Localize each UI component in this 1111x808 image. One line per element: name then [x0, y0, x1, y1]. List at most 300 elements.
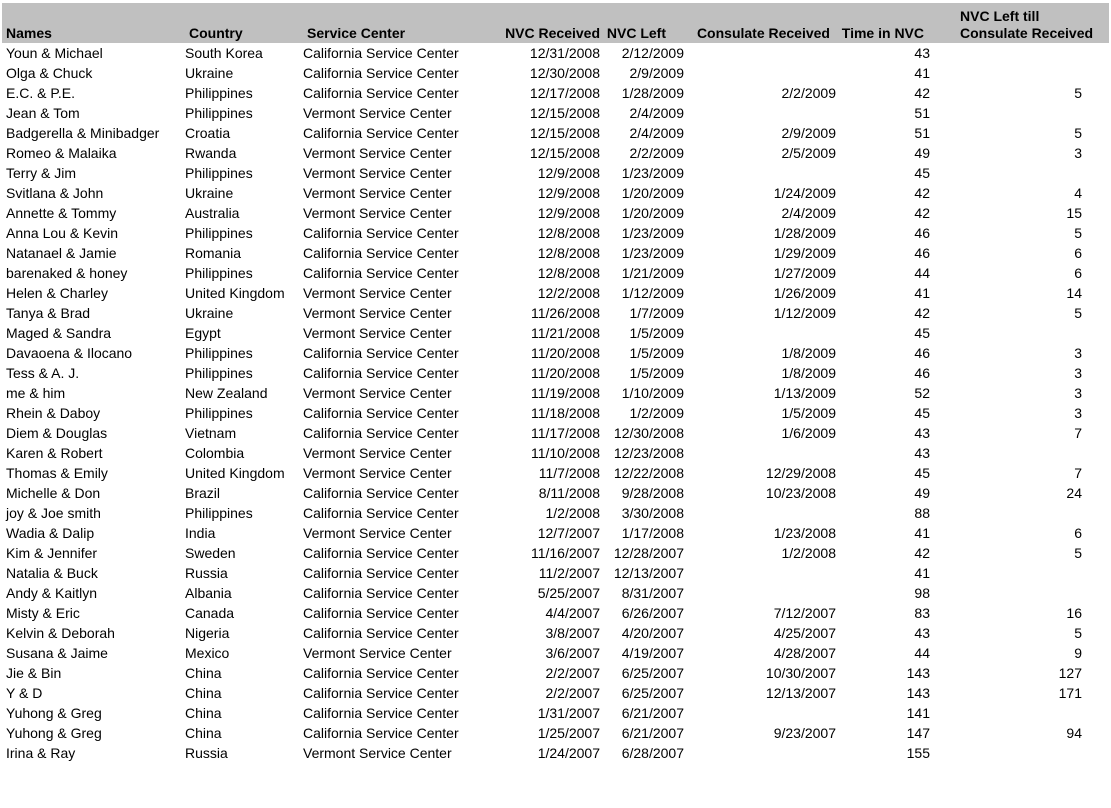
cell-nvc-left: 6/26/2007: [621, 605, 684, 621]
cell-time-in-nvc: 45: [914, 325, 930, 341]
cell-nvc-left: 1/5/2009: [629, 365, 684, 381]
cell-days-till-consulate: 5: [1074, 625, 1082, 641]
cell-time-in-nvc: 51: [914, 105, 930, 121]
header-names: Names: [6, 25, 52, 41]
cell-service-center: Vermont Service Center: [303, 745, 452, 761]
cell-nvc-left: 8/31/2007: [621, 585, 684, 601]
cell-nvc-left: 1/20/2009: [621, 205, 684, 221]
cell-nvc-received: 2/2/2007: [545, 665, 600, 681]
cell-time-in-nvc: 147: [906, 725, 930, 741]
table-row: [2, 483, 1109, 503]
cell-nvc-left: 2/12/2009: [621, 45, 684, 61]
cell-country: New Zealand: [185, 385, 268, 401]
cell-country: Ukraine: [185, 185, 234, 201]
cell-nvc-received: 1/25/2007: [537, 725, 600, 741]
cell-nvc-left: 12/30/2008: [613, 425, 684, 441]
table-row: [2, 563, 1109, 583]
cell-country: China: [185, 665, 222, 681]
cell-service-center: Vermont Service Center: [303, 645, 452, 661]
cell-time-in-nvc: 41: [914, 65, 930, 81]
cell-country: Philippines: [185, 165, 253, 181]
cell-service-center: California Service Center: [303, 705, 459, 721]
cell-nvc-received: 12/9/2008: [537, 185, 600, 201]
cell-days-till-consulate: 4: [1074, 185, 1082, 201]
cell-name: Jie & Bin: [6, 665, 62, 681]
cell-service-center: Vermont Service Center: [303, 185, 452, 201]
cell-country: Ukraine: [185, 305, 234, 321]
table-row: [2, 723, 1109, 743]
table-row: [2, 543, 1109, 563]
cell-time-in-nvc: 46: [914, 345, 930, 361]
cell-name: Michelle & Don: [6, 485, 101, 501]
cell-consulate-received: 1/8/2009: [781, 365, 836, 381]
cell-name: Natanael & Jamie: [6, 245, 117, 261]
cell-nvc-received: 12/15/2008: [529, 125, 600, 141]
cell-service-center: California Service Center: [303, 65, 459, 81]
cell-time-in-nvc: 83: [914, 605, 930, 621]
cell-name: Andy & Kaitlyn: [6, 585, 98, 601]
cell-nvc-received: 12/9/2008: [537, 165, 600, 181]
cell-nvc-received: 12/8/2008: [537, 245, 600, 261]
cell-time-in-nvc: 143: [906, 685, 930, 701]
cell-service-center: California Service Center: [303, 545, 459, 561]
table-row: [2, 123, 1109, 143]
cell-name: Karen & Robert: [6, 445, 103, 461]
table-row: [2, 443, 1109, 463]
cell-service-center: California Service Center: [303, 125, 459, 141]
cell-name: Misty & Eric: [6, 605, 80, 621]
cell-name: Svitlana & John: [6, 185, 104, 201]
cell-name: Helen & Charley: [6, 285, 108, 301]
cell-time-in-nvc: 98: [914, 585, 930, 601]
cell-time-in-nvc: 41: [914, 525, 930, 541]
cell-time-in-nvc: 42: [914, 205, 930, 221]
cell-consulate-received: 1/8/2009: [781, 345, 836, 361]
cell-service-center: California Service Center: [303, 625, 459, 641]
cell-nvc-received: 12/15/2008: [529, 105, 600, 121]
cell-nvc-received: 5/25/2007: [537, 585, 600, 601]
table-row: [2, 523, 1109, 543]
cell-consulate-received: 2/9/2009: [781, 125, 836, 141]
cell-name: Natalia & Buck: [6, 565, 98, 581]
cell-service-center: Vermont Service Center: [303, 385, 452, 401]
cell-time-in-nvc: 49: [914, 485, 930, 501]
table-row: [2, 263, 1109, 283]
cell-country: Philippines: [185, 105, 253, 121]
cell-days-till-consulate: 14: [1066, 285, 1082, 301]
cell-time-in-nvc: 44: [914, 265, 930, 281]
cell-days-till-consulate: 3: [1074, 345, 1082, 361]
cell-service-center: Vermont Service Center: [303, 325, 452, 341]
cell-name: Susana & Jaime: [6, 645, 108, 661]
cell-country: Philippines: [185, 505, 253, 521]
cell-country: Colombia: [185, 445, 245, 461]
cell-country: Mexico: [185, 645, 230, 661]
table-row: [2, 343, 1109, 363]
cell-time-in-nvc: 88: [914, 505, 930, 521]
header-nvc-left-till-consulate: NVC Left till Consulate Received: [960, 8, 1094, 41]
cell-days-till-consulate: 6: [1074, 265, 1082, 281]
cell-consulate-received: 1/23/2008: [773, 525, 836, 541]
cell-nvc-received: 12/30/2008: [529, 65, 600, 81]
table-row: [2, 743, 1109, 763]
cell-nvc-received: 11/20/2008: [530, 345, 600, 361]
cell-time-in-nvc: 43: [914, 445, 930, 461]
cell-name: me & him: [6, 385, 66, 401]
cell-consulate-received: 7/12/2007: [773, 605, 836, 621]
table-row: [2, 63, 1109, 83]
cell-consulate-received: 4/28/2007: [773, 645, 836, 661]
cell-consulate-received: 2/2/2009: [781, 85, 836, 101]
cell-service-center: Vermont Service Center: [303, 145, 452, 161]
spreadsheet-table: [2, 3, 1109, 763]
cell-consulate-received: 1/27/2009: [773, 265, 836, 281]
cell-time-in-nvc: 46: [914, 365, 930, 381]
cell-nvc-left: 6/21/2007: [621, 725, 684, 741]
cell-nvc-left: 1/28/2009: [621, 85, 684, 101]
cell-days-till-consulate: 16: [1066, 605, 1082, 621]
cell-days-till-consulate: 24: [1066, 485, 1082, 501]
cell-days-till-consulate: 171: [1058, 685, 1082, 701]
cell-country: Rwanda: [185, 145, 237, 161]
cell-country: United Kingdom: [185, 465, 285, 481]
cell-consulate-received: 1/12/2009: [773, 305, 836, 321]
table-row: [2, 243, 1109, 263]
cell-name: Anna Lou & Kevin: [6, 225, 119, 241]
cell-country: Croatia: [185, 125, 231, 141]
cell-time-in-nvc: 155: [906, 745, 930, 761]
header-consulate-received: Consulate Received: [696, 25, 830, 41]
cell-name: Diem & Douglas: [6, 425, 108, 441]
cell-name: Terry & Jim: [6, 165, 76, 181]
cell-consulate-received: 1/13/2009: [773, 385, 836, 401]
cell-service-center: California Service Center: [303, 505, 459, 521]
cell-consulate-received: 1/24/2009: [773, 185, 836, 201]
cell-nvc-left: 2/4/2009: [629, 105, 684, 121]
header-country: Country: [189, 25, 243, 41]
cell-nvc-received: 11/10/2008: [530, 445, 600, 461]
cell-nvc-received: 12/17/2008: [529, 85, 600, 101]
table-row: [2, 363, 1109, 383]
cell-name: Tess & A. J.: [6, 365, 80, 381]
cell-nvc-left: 6/25/2007: [621, 685, 684, 701]
cell-country: Philippines: [185, 345, 253, 361]
cell-days-till-consulate: 94: [1066, 725, 1082, 741]
cell-time-in-nvc: 42: [914, 185, 930, 201]
table-row: [2, 43, 1109, 63]
cell-time-in-nvc: 46: [914, 245, 930, 261]
header-row: [2, 3, 1109, 43]
cell-days-till-consulate: 5: [1074, 225, 1082, 241]
cell-nvc-received: 2/2/2007: [545, 685, 600, 701]
cell-service-center: Vermont Service Center: [303, 285, 452, 301]
cell-country: Romania: [185, 245, 242, 261]
cell-country: Ukraine: [185, 65, 234, 81]
cell-name: Olga & Chuck: [6, 65, 93, 81]
cell-service-center: California Service Center: [303, 585, 459, 601]
cell-time-in-nvc: 43: [914, 625, 930, 641]
cell-service-center: California Service Center: [303, 565, 459, 581]
cell-nvc-left: 12/28/2007: [613, 545, 684, 561]
cell-nvc-left: 1/17/2008: [621, 525, 684, 541]
cell-nvc-left: 1/5/2009: [629, 325, 684, 341]
table-row: [2, 103, 1109, 123]
table-row: [2, 223, 1109, 243]
cell-nvc-left: 2/9/2009: [629, 65, 684, 81]
cell-days-till-consulate: 9: [1074, 645, 1082, 661]
cell-country: Nigeria: [185, 625, 230, 641]
cell-name: barenaked & honey: [6, 265, 128, 281]
cell-consulate-received: 12/29/2008: [765, 465, 836, 481]
cell-service-center: California Service Center: [303, 425, 459, 441]
cell-nvc-received: 11/21/2008: [530, 325, 600, 341]
cell-name: Annette & Tommy: [6, 205, 117, 221]
cell-nvc-left: 12/23/2008: [613, 445, 684, 461]
cell-name: Yuhong & Greg: [6, 725, 102, 741]
cell-days-till-consulate: 3: [1074, 385, 1082, 401]
cell-nvc-left: 12/13/2007: [613, 565, 684, 581]
cell-time-in-nvc: 51: [914, 125, 930, 141]
cell-country: Albania: [185, 585, 232, 601]
table-row: [2, 323, 1109, 343]
table-row: [2, 303, 1109, 323]
table-row: [2, 403, 1109, 423]
cell-nvc-left: 1/5/2009: [629, 345, 684, 361]
cell-name: Yuhong & Greg: [6, 705, 102, 721]
table-row: [2, 663, 1109, 683]
cell-name: Youn & Michael: [6, 45, 103, 61]
cell-time-in-nvc: 43: [914, 45, 930, 61]
cell-nvc-left: 4/20/2007: [621, 625, 684, 641]
cell-nvc-left: 1/7/2009: [629, 305, 684, 321]
cell-nvc-received: 12/8/2008: [537, 265, 600, 281]
cell-nvc-left: 1/21/2009: [621, 265, 684, 281]
cell-time-in-nvc: 45: [914, 465, 930, 481]
cell-country: China: [185, 725, 222, 741]
cell-service-center: California Service Center: [303, 685, 459, 701]
cell-nvc-received: 1/24/2007: [537, 745, 600, 761]
cell-name: Jean & Tom: [6, 105, 80, 121]
cell-service-center: Vermont Service Center: [303, 205, 452, 221]
cell-name: E.C. & P.E.: [6, 85, 75, 101]
cell-country: Philippines: [185, 85, 253, 101]
table-row: [2, 643, 1109, 663]
cell-country: Brazil: [185, 485, 221, 501]
table-row: [2, 503, 1109, 523]
table-row: [2, 383, 1109, 403]
cell-nvc-received: 1/31/2007: [537, 705, 600, 721]
cell-country: China: [185, 705, 222, 721]
table-row: [2, 163, 1109, 183]
cell-country: India: [185, 525, 216, 541]
cell-days-till-consulate: 6: [1074, 245, 1082, 261]
cell-nvc-left: 4/19/2007: [621, 645, 684, 661]
cell-name: joy & Joe smith: [6, 505, 101, 521]
cell-consulate-received: 2/5/2009: [781, 145, 836, 161]
cell-days-till-consulate: 5: [1074, 85, 1082, 101]
cell-nvc-received: 11/20/2008: [530, 365, 600, 381]
cell-nvc-received: 12/9/2008: [537, 205, 600, 221]
cell-service-center: California Service Center: [303, 485, 459, 501]
cell-days-till-consulate: 127: [1058, 665, 1082, 681]
cell-service-center: California Service Center: [303, 245, 459, 261]
cell-consulate-received: 1/2/2008: [781, 545, 836, 561]
cell-name: Davaoena & Ilocano: [6, 345, 133, 361]
cell-nvc-left: 1/23/2009: [621, 225, 684, 241]
cell-service-center: Vermont Service Center: [303, 305, 452, 321]
cell-nvc-left: 6/28/2007: [621, 745, 684, 761]
cell-nvc-received: 11/7/2008: [538, 465, 600, 481]
header-service-center: Service Center: [307, 25, 406, 41]
cell-name: Maged & Sandra: [6, 325, 112, 341]
header-nvc-received: NVC Received: [505, 25, 600, 41]
table-row: [2, 603, 1109, 623]
cell-name: Rhein & Daboy: [6, 405, 101, 421]
cell-name: Y & D: [6, 685, 43, 701]
cell-consulate-received: 4/25/2007: [773, 625, 836, 641]
table-row: [2, 623, 1109, 643]
cell-nvc-left: 1/12/2009: [621, 285, 684, 301]
cell-consulate-received: 1/6/2009: [781, 425, 836, 441]
cell-service-center: California Service Center: [303, 345, 459, 361]
cell-nvc-received: 11/16/2007: [530, 545, 600, 561]
cell-nvc-left: 1/20/2009: [621, 185, 684, 201]
cell-days-till-consulate: 5: [1074, 545, 1082, 561]
cell-nvc-left: 9/28/2008: [621, 485, 684, 501]
table-row: [2, 83, 1109, 103]
cell-days-till-consulate: 15: [1066, 205, 1082, 221]
table-row: [2, 583, 1109, 603]
cell-name: Romeo & Malaika: [6, 145, 117, 161]
cell-nvc-received: 3/8/2007: [545, 625, 600, 641]
cell-service-center: California Service Center: [303, 85, 459, 101]
cell-time-in-nvc: 41: [914, 285, 930, 301]
cell-consulate-received: 1/29/2009: [773, 245, 836, 261]
cell-consulate-received: 10/30/2007: [765, 665, 836, 681]
cell-service-center: Vermont Service Center: [303, 465, 452, 481]
cell-nvc-received: 3/6/2007: [545, 645, 600, 661]
cell-country: Philippines: [185, 225, 253, 241]
cell-nvc-received: 12/7/2007: [537, 525, 600, 541]
cell-country: Canada: [185, 605, 235, 621]
cell-nvc-received: 12/31/2008: [529, 45, 600, 61]
cell-nvc-received: 11/2/2007: [538, 565, 600, 581]
cell-country: Russia: [185, 565, 228, 581]
cell-time-in-nvc: 49: [914, 145, 930, 161]
table-row: [2, 183, 1109, 203]
cell-time-in-nvc: 45: [914, 165, 930, 181]
cell-name: Wadia & Dalip: [6, 525, 95, 541]
cell-consulate-received: 12/13/2007: [765, 685, 836, 701]
cell-country: Philippines: [185, 365, 253, 381]
cell-service-center: Vermont Service Center: [303, 105, 452, 121]
cell-time-in-nvc: 41: [914, 565, 930, 581]
cell-nvc-left: 3/30/2008: [621, 505, 684, 521]
cell-service-center: Vermont Service Center: [303, 525, 452, 541]
cell-nvc-left: 1/2/2009: [629, 405, 684, 421]
cell-name: Badgerella & Minibadger: [6, 125, 160, 141]
cell-service-center: California Service Center: [303, 225, 459, 241]
cell-time-in-nvc: 141: [906, 705, 930, 721]
cell-time-in-nvc: 42: [914, 85, 930, 101]
cell-name: Tanya & Brad: [6, 305, 91, 321]
table-row: [2, 203, 1109, 223]
cell-consulate-received: 1/5/2009: [781, 405, 836, 421]
cell-service-center: California Service Center: [303, 665, 459, 681]
cell-service-center: California Service Center: [303, 365, 459, 381]
cell-time-in-nvc: 45: [914, 405, 930, 421]
table-row: [2, 283, 1109, 303]
cell-nvc-received: 11/17/2008: [530, 425, 600, 441]
cell-nvc-left: 1/10/2009: [621, 385, 684, 401]
cell-country: Sweden: [185, 545, 236, 561]
cell-nvc-received: 12/15/2008: [529, 145, 600, 161]
table-row: [2, 423, 1109, 443]
header-nvc-left: NVC Left: [606, 25, 666, 41]
cell-country: South Korea: [185, 45, 263, 61]
cell-time-in-nvc: 52: [914, 385, 930, 401]
table-row: [2, 463, 1109, 483]
cell-consulate-received: 10/23/2008: [765, 485, 836, 501]
cell-country: United Kingdom: [185, 285, 285, 301]
cell-days-till-consulate: 7: [1074, 425, 1082, 441]
table-row: [2, 683, 1109, 703]
cell-country: Vietnam: [185, 425, 237, 441]
cell-name: Thomas & Emily: [6, 465, 108, 481]
cell-days-till-consulate: 3: [1074, 145, 1082, 161]
cell-service-center: California Service Center: [303, 405, 459, 421]
cell-days-till-consulate: 3: [1074, 405, 1082, 421]
header-time-in-nvc: Time in NVC: [841, 25, 924, 41]
cell-nvc-received: 12/2/2008: [537, 285, 600, 301]
cell-time-in-nvc: 46: [914, 225, 930, 241]
cell-days-till-consulate: 7: [1074, 465, 1082, 481]
cell-country: Russia: [185, 745, 228, 761]
cell-consulate-received: 9/23/2007: [773, 725, 836, 741]
cell-nvc-received: 11/26/2008: [530, 305, 600, 321]
cell-nvc-received: 12/8/2008: [537, 225, 600, 241]
cell-service-center: California Service Center: [303, 725, 459, 741]
cell-country: Australia: [185, 205, 240, 221]
cell-service-center: Vermont Service Center: [303, 165, 452, 181]
cell-nvc-left: 2/4/2009: [629, 125, 684, 141]
cell-days-till-consulate: 6: [1074, 525, 1082, 541]
cell-time-in-nvc: 42: [914, 305, 930, 321]
cell-nvc-received: 11/19/2008: [530, 385, 600, 401]
table-body: [2, 43, 1109, 763]
cell-service-center: Vermont Service Center: [303, 445, 452, 461]
table-row: [2, 703, 1109, 723]
cell-nvc-left: 12/22/2008: [613, 465, 684, 481]
cell-nvc-left: 2/2/2009: [629, 145, 684, 161]
cell-nvc-left: 1/23/2009: [621, 165, 684, 181]
cell-name: Kelvin & Deborah: [6, 625, 115, 641]
cell-nvc-left: 6/21/2007: [621, 705, 684, 721]
cell-country: China: [185, 685, 222, 701]
cell-consulate-received: 2/4/2009: [781, 205, 836, 221]
cell-nvc-received: 1/2/2008: [545, 505, 600, 521]
cell-country: Egypt: [185, 325, 221, 341]
cell-name: Irina & Ray: [6, 745, 76, 761]
cell-consulate-received: 1/26/2009: [773, 285, 836, 301]
cell-time-in-nvc: 44: [914, 645, 930, 661]
cell-country: Philippines: [185, 265, 253, 281]
cell-country: Philippines: [185, 405, 253, 421]
cell-nvc-left: 1/23/2009: [621, 245, 684, 261]
table-row: [2, 143, 1109, 163]
cell-service-center: California Service Center: [303, 45, 459, 61]
cell-time-in-nvc: 143: [906, 665, 930, 681]
